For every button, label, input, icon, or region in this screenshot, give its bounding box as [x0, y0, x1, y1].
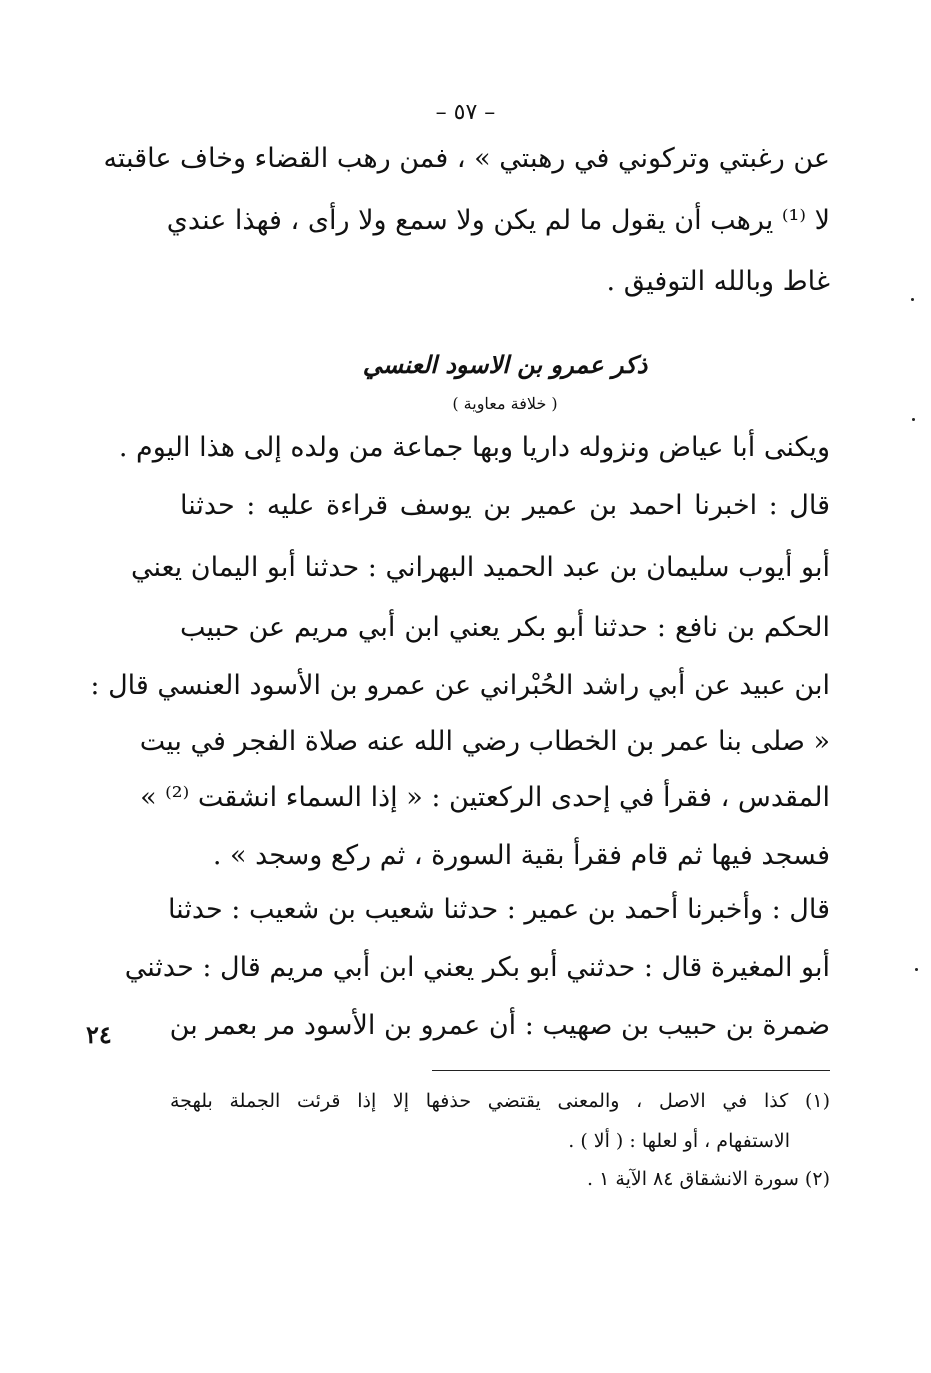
section-line-5: ابن عبيد عن أبي راشد الحُبْراني عن عمرو بن الأسود العنسي قال : — [90, 670, 830, 701]
section-line-9: قال : وأخبرنا أحمد بن عمير : حدثنا شعيب بن شعيب : حدثنا — [167, 894, 830, 925]
footnote-1-line-1: (١) كذا في الاصل ، والمعنى يقتضي حذفها إلا إذا قرئت الجملة بلهجة — [170, 1090, 830, 1112]
section-line-10: أبو المغيرة قال : حدثني أبو بكر يعني ابن أبي مريم قال : حدثني — [124, 952, 830, 983]
footnote-1-line-2: الاستفهام ، أو لعلها : ( ألا ) . — [568, 1130, 790, 1152]
section-line-11: ضمرة بن حبيب بن صهيب : أن عمرو بن الأسود مر بعمر بن — [169, 1010, 830, 1041]
scan-speck — [911, 298, 914, 301]
section-line-7: المقدس ، فقرأ في إحدى الركعتين : « إذا السماء انشقت ⁽²⁾ » — [140, 782, 830, 813]
body-line-2: لا ⁽¹⁾ يرهب أن يقول ما لم يكن ولا سمع ولا رأى ، فهذا عندي — [166, 205, 830, 236]
section-line-1: ويكنى أبا عياض ونزوله داريا وبها جماعة من ولده إلى هذا اليوم . — [118, 432, 830, 463]
footnote-2: (٢) سورة الانشقاق ٨٤ الآية ١ . — [587, 1168, 830, 1190]
section-line-3: أبو أيوب سليمان بن عبد الحميد البهراني : حدثنا أبو اليمان يعني — [131, 552, 830, 583]
scan-speck — [912, 418, 915, 421]
scan-speck — [915, 968, 918, 971]
section-line-6: « صلى بنا عمر بن الخطاب رضي الله عنه صلاة الفجر في بيت — [139, 726, 830, 757]
body-line-3: غاط وبالله التوفيق . — [606, 266, 830, 297]
body-line-1: عن رغبتي وتركوني في رهبتي » ، فمن رهب القضاء وخاف عاقبته — [103, 143, 830, 174]
section-line-4: الحكم بن نافع : حدثنا أبو بكر يعني ابن أبي مريم عن حبيب — [180, 612, 830, 643]
margin-number: ٢٤ — [86, 1020, 112, 1049]
footnote-divider — [432, 1070, 830, 1071]
section-line-2: قال : اخبرنا احمد بن عمير بن يوسف قراءة عليه : حدثنا — [180, 490, 830, 521]
section-line-8: فسجد فيها ثم قام فقرأ بقية السورة ، ثم ركع وسجد » . — [212, 840, 830, 871]
section-title: ذكر عمرو بن الاسود العنسي — [362, 350, 648, 379]
section-subtitle: ( خلافة معاوية ) — [452, 394, 558, 413]
page-number: – ٥٧ – — [435, 100, 496, 125]
